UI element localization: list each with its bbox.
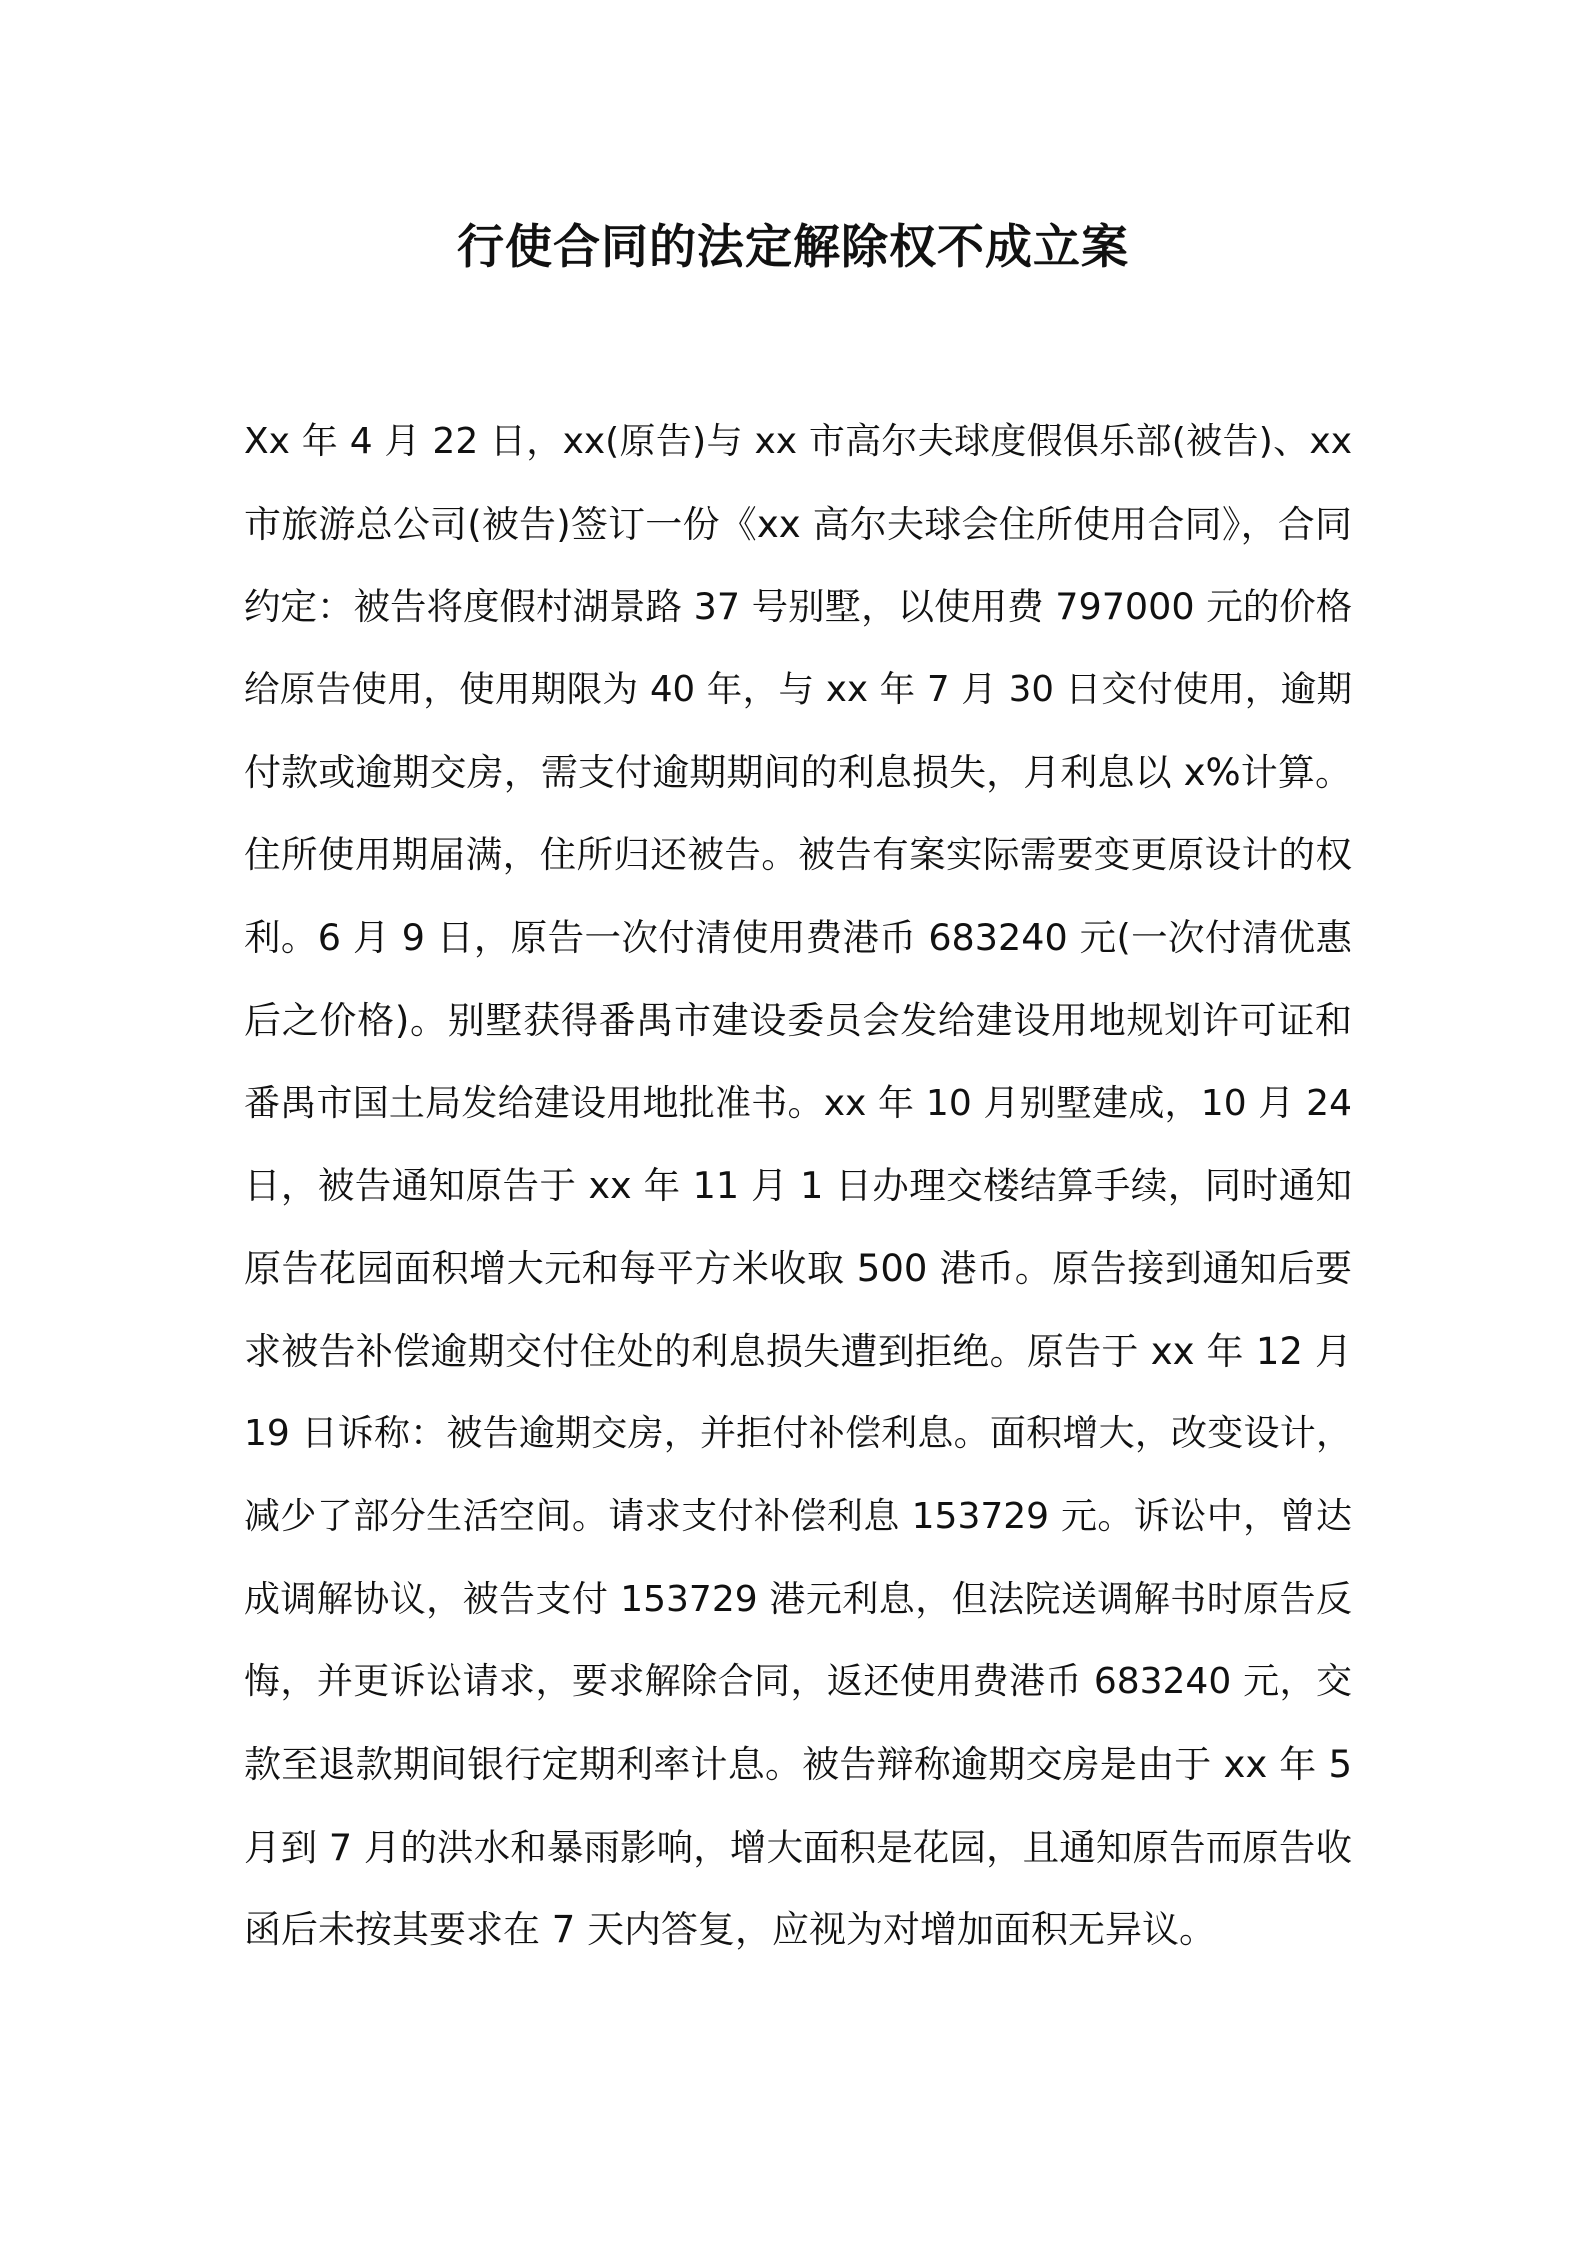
body-line: 付款或逾期交房，需支付逾期期间的利息损失，月利息以 x%计算。 [244,750,1352,794]
body-line: Xx 年 4 月 22 日，xx(原告)与 xx 市高尔夫球度假俱乐部(被告)、xx [244,421,1352,462]
body-line: 日，被告通知原告于 xx 年 11 月 1 日办理交楼结算手续，同时通知 [244,1164,1352,1208]
body-line: 约定：被告将度假村湖景路 37 号别墅，以使用费 797000 元的价格 [244,585,1353,629]
body-line: 番禺市国土局发给建设用地批准书。xx 年 10 月别墅建成，10 月 24 [244,1082,1352,1124]
body-line: 款至退款期间银行定期利率计息。被告辩称逾期交房是由于 xx 年 5 [244,1743,1352,1786]
body-line: 后之价格)。别墅获得番禺市建设委员会发给建设用地规划许可证和 [244,998,1352,1042]
document-title: 行使合同的法定解除权不成立案 [457,220,1129,275]
body-line: 市旅游总公司(被告)签订一份《xx 高尔夫球会住所使用合同》，合同 [244,502,1352,546]
body-line: 利。6 月 9 日，原告一次付清使用费港币 683240 元(一次付清优惠 [244,916,1352,960]
document-body [244,412,1352,1983]
body-line: 月到 7 月的洪水和暴雨影响，增大面积是花园，且通知原告而原告收 [244,1825,1352,1869]
body-line: 住所使用期届满，住所归还被告。被告有案实际需要变更原设计的权 [244,833,1352,877]
body-line: 给原告使用，使用期限为 40 年，与 xx 年 7 月 30 日交付使用，逾期 [244,669,1352,711]
body-line: 函后未按其要求在 7 天内答复，应视为对增加面积无异议。 [244,1908,1217,1952]
body-line: 悔，并更诉讼请求，要求解除合同，返还使用费港币 683240 元，交 [244,1661,1352,1703]
body-line: 求被告补偿逾期交付住处的利息损失遭到拒绝。原告于 xx 年 12 月 [244,1329,1352,1373]
body-line: 原告花园面积增大元和每平方米收取 500 港币。原告接到通知后要 [244,1246,1352,1290]
body-line: 成调解协议，被告支付 153729 港元利息，但法院送调解书时原告反 [244,1578,1352,1620]
body-line: 19 日诉称：被告逾期交房，并拒付补偿利息。面积增大，改变设计， [244,1413,1352,1455]
body-line: 减少了部分生活空间。请求支付补偿利息 153729 元。诉讼中，曾达 [244,1495,1352,1537]
